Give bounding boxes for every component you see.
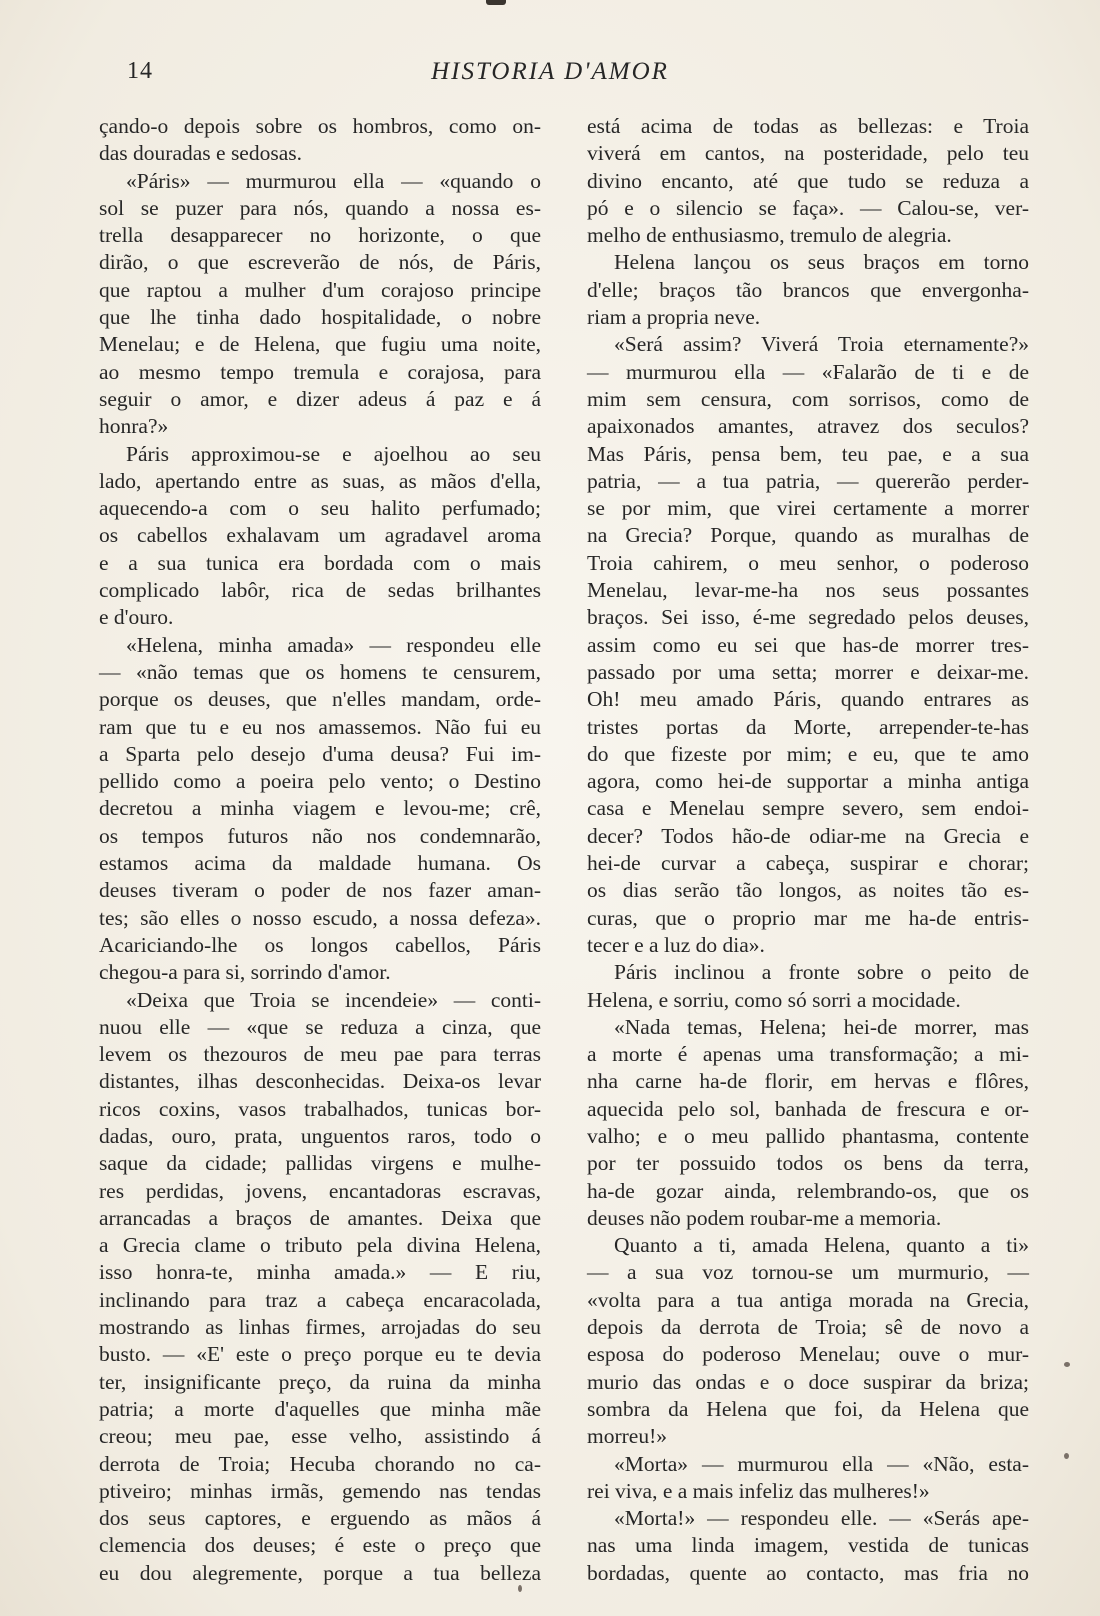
- text-line: ao mesmo tempo tremula e corajosa, para: [99, 359, 541, 384]
- text-line: estamos acima da maldade humana. Os: [99, 851, 541, 876]
- text-line: aquecida pelo sol, banhada de frescura e or-: [587, 1096, 1029, 1121]
- page-number: 14: [127, 58, 153, 84]
- text-line: clemencia dos deuses; é este o preço que: [99, 1533, 541, 1558]
- text-line: que lhe tinha dado hospitalidade, o nobre: [99, 305, 541, 330]
- text-line: mim sem censura, com sorrisos, como de: [587, 386, 1029, 411]
- text-line: «Helena, minha amada» — respondeu elle: [126, 632, 541, 657]
- text-line: res perdidas, jovens, encantadoras escravas,: [99, 1178, 541, 1203]
- text-line: chegou-a para si, sorrindo d'amor.: [99, 960, 391, 985]
- text-line: curas, que o proprio mar me ha-de entris-: [587, 905, 1029, 930]
- text-line: ptiveiro; minhas irmãs, gemendo nas tendas: [99, 1478, 541, 1503]
- text-line: eu dou alegremente, porque a tua belleza: [99, 1560, 541, 1585]
- text-line: Helena lançou os seus braços em torno: [614, 250, 1029, 275]
- print-speck: [1064, 1453, 1069, 1459]
- text-line: tes; são elles o nosso escudo, a nossa defeza».: [99, 905, 541, 930]
- text-line: viverá em cantos, na posteridade, pelo teu: [587, 141, 1029, 166]
- text-line: Acariciando-lhe os longos cabellos, Páris: [99, 932, 541, 957]
- text-line: patria, — a tua patria, — quererão perder-: [587, 468, 1029, 493]
- text-line: Páris inclinou a fronte sobre o peito de: [614, 960, 1029, 985]
- text-line: çando-o depois sobre os hombros, como on-: [99, 114, 541, 138]
- text-line: está acima de todas as bellezas: e Troia: [587, 114, 1029, 138]
- text-line: melho de enthusiasmo, tremulo de alegria.: [587, 223, 952, 248]
- text-line: Menelau; e de Helena, que fugiu uma noite,: [99, 332, 541, 357]
- text-line: casa e Menelau sempre severo, sem endoi-: [587, 796, 1029, 821]
- text-line: busto. — «E' este o preço porque eu te devia: [99, 1342, 541, 1367]
- text-line: assim como eu sei que has-de morrer tres-: [587, 632, 1029, 657]
- text-line: os cabellos exhalavam um agradavel aroma: [99, 523, 541, 548]
- text-line: levem os thezouros de meu pae para terras: [99, 1042, 541, 1067]
- text-line: divino encanto, até que tudo se reduza a: [587, 168, 1029, 193]
- text-line: valho; e o meu pallido phantasma, contente: [587, 1123, 1029, 1148]
- text-line: derrota de Troia; Hecuba chorando no ca-: [99, 1451, 541, 1476]
- text-line: «Morta!» — respondeu elle. — «Serás ape-: [614, 1506, 1029, 1531]
- text-line: ram que tu e eu nos amassemos. Não fui eu: [99, 714, 541, 739]
- text-line: a morte é apenas uma transformação; a mi-: [587, 1042, 1029, 1067]
- text-line: «Nada temas, Helena; hei-de morrer, mas: [614, 1014, 1029, 1039]
- text-line: passado por uma setta; morrer e deixar-me.: [587, 659, 1029, 684]
- text-line: sol se puzer para nós, quando a nossa es-: [99, 195, 541, 220]
- binding-mark: [486, 0, 506, 5]
- text-line: decretou a minha viagem e levou-me; crê,: [99, 796, 541, 821]
- text-line: tristes portas da Morte, arrepender-te-has: [587, 714, 1029, 739]
- text-line: os dias serão tão longos, as noites tão es-: [587, 878, 1029, 903]
- text-line: distantes, ilhas desconhecidas. Deixa-os levar: [99, 1069, 541, 1094]
- text-line: sombra da Helena que foi, da Helena que: [587, 1396, 1029, 1421]
- text-line: e a sua tunica era bordada com o mais: [99, 550, 541, 575]
- text-line: rei viva, e a mais infeliz das mulheres!»: [587, 1478, 930, 1503]
- text-line: morreu!»: [587, 1424, 667, 1449]
- text-line: hei-de curvar a cabeça, suspirar e chorar;: [587, 851, 1029, 876]
- text-line: lado, apertando entre as suas, as mãos d'ella,: [99, 468, 541, 493]
- text-line: — «não temas que os homens te censurem,: [99, 659, 541, 684]
- text-line: se por mim, que virei certamente a morrer: [587, 496, 1029, 521]
- text-line: saque da cidade; pallidas virgens e mulhe-: [99, 1151, 541, 1176]
- text-line: «Será assim? Viverá Troia eternamente?»: [614, 332, 1029, 357]
- text-line: porque os deuses, que n'elles mandam, orde-: [99, 687, 541, 712]
- left-column: [99, 113, 541, 1587]
- text-line: seguir o amor, e dizer adeus á paz e á: [99, 386, 541, 411]
- text-line: deuses tiveram o poder de nos fazer aman-: [99, 878, 541, 903]
- text-line: nha carne ha-de florir, em hervas e flôres,: [587, 1069, 1029, 1094]
- print-speck: [518, 1585, 522, 1592]
- right-column: [587, 113, 1029, 1587]
- text-line: apaixonados amantes, atravez dos seculos?: [587, 414, 1029, 439]
- text-line: Menelau, levar-me-ha nos seus possantes: [587, 578, 1029, 603]
- text-line: — a sua voz tornou-se um murmurio, —: [587, 1260, 1029, 1285]
- text-line: esposa do poderoso Menelau; ouve o mur-: [587, 1342, 1029, 1367]
- text-line: agora, como hei-de supportar a minha antiga: [587, 769, 1029, 794]
- text-line: — murmurou ella — «Falarão de ti e de: [587, 359, 1029, 384]
- text-line: que raptou a mulher d'um corajoso principe: [99, 277, 541, 302]
- text-line: Troia cahirem, o meu senhor, o poderoso: [587, 550, 1029, 575]
- running-title: HISTORIA D'AMOR: [431, 58, 669, 85]
- text-line: patria; a morte d'aquelles que minha mãe: [99, 1396, 541, 1421]
- print-speck: [1064, 1362, 1070, 1367]
- text-line: depois da derrota de Troia; sê de novo a: [587, 1315, 1029, 1340]
- text-line: ter, insignificante preço, da ruina da minha: [99, 1369, 541, 1394]
- text-line: riam a propria neve.: [587, 305, 761, 330]
- text-line: inclinando para traz a cabeça encaracolada,: [99, 1287, 541, 1312]
- text-line: dos seus captores, e erguendo as mãos á: [99, 1506, 541, 1531]
- text-line: nuou elle — «que se reduza a cinza, que: [99, 1014, 541, 1039]
- text-line: «volta para a tua antiga morada na Grecia,: [587, 1287, 1029, 1312]
- text-line: dirão, o que escreverão de nós, de Páris,: [99, 250, 541, 275]
- text-line: «Deixa que Troia se incendeie» — conti-: [126, 987, 541, 1012]
- text-line: trella desapparecer no horizonte, o que: [99, 223, 541, 248]
- text-line: das douradas e sedosas.: [99, 141, 303, 166]
- text-line: arrancadas a braços de amantes. Deixa que: [99, 1205, 541, 1230]
- text-line: ricos coxins, vasos trabalhados, tunicas bor-: [99, 1096, 541, 1121]
- text-line: os tempos futuros não nos condemnarão,: [99, 823, 541, 848]
- text-line: Quanto a ti, amada Helena, quanto a ti»: [614, 1233, 1029, 1258]
- text-line: por ter possuido todos os bens da terra,: [587, 1151, 1029, 1176]
- text-line: d'elle; braços tão brancos que envergonha-: [587, 277, 1029, 302]
- text-line: a Grecia clame o tributo pela divina Helena,: [99, 1233, 541, 1258]
- text-line: bordadas, quente ao contacto, mas fria no: [587, 1560, 1029, 1585]
- text-line: deuses não podem roubar-me a memoria.: [587, 1205, 942, 1230]
- text-line: Mas Páris, pensa bem, teu pae, e a sua: [587, 441, 1029, 466]
- text-line: na Grecia? Porque, quando as muralhas de: [587, 523, 1029, 548]
- text-line: aquecendo-a com o seu halito perfumado;: [99, 496, 541, 521]
- text-line: ha-de gozar ainda, relembrando-os, que os: [587, 1178, 1029, 1203]
- text-line: nas uma linda imagem, vestida de tunicas: [587, 1533, 1029, 1558]
- text-line: creou; meu pae, esse velho, assistindo á: [99, 1424, 541, 1449]
- page-header: [0, 58, 1100, 98]
- text-line: Oh! meu amado Páris, quando entrares as: [587, 687, 1029, 712]
- text-line: «Páris» — murmurou ella — «quando o: [126, 168, 541, 193]
- text-line: «Morta» — murmurou ella — «Não, esta-: [614, 1451, 1029, 1476]
- text-line: Helena, e sorriu, como só sorri a mocidade.: [587, 987, 961, 1012]
- text-line: complicado labôr, rica de sedas brilhantes: [99, 578, 541, 603]
- text-line: do que fizeste por mim; e eu, que te amo: [587, 741, 1029, 766]
- text-line: braços. Sei isso, é-me segredado pelos deuses,: [587, 605, 1029, 630]
- text-line: murio das ondas e o doce suspirar da briza;: [587, 1369, 1029, 1394]
- text-line: pó e o silencio se faça». — Calou-se, ver-: [587, 195, 1029, 220]
- text-line: e d'ouro.: [99, 605, 174, 630]
- text-line: dadas, ouro, prata, unguentos raros, todo o: [99, 1123, 541, 1148]
- text-line: isso honra-te, minha amada.» — E riu,: [99, 1260, 541, 1285]
- text-line: honra?»: [99, 414, 169, 439]
- text-line: mostrando as linhas firmes, arrojadas do seu: [99, 1315, 541, 1340]
- text-line: pellido como a poeira pelo vento; o Destino: [99, 769, 541, 794]
- text-line: decer? Todos hão-de odiar-me na Grecia e: [587, 823, 1029, 848]
- text-line: Páris approximou-se e ajoelhou ao seu: [126, 441, 541, 466]
- text-line: tecer e a luz do dia».: [587, 932, 765, 957]
- text-line: a Sparta pelo desejo d'uma deusa? Fui im-: [99, 741, 541, 766]
